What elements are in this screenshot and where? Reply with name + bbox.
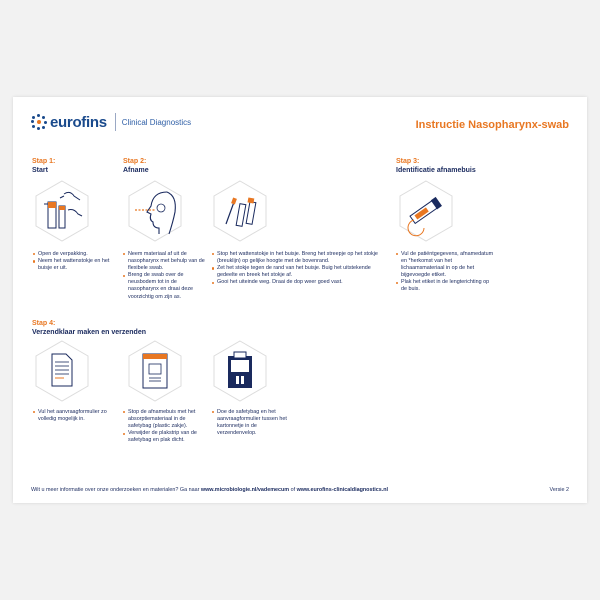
list-item: Vul de patiëntgegevens, afnamedatum en *herkomst van het lichaamsmateriaal in op de het bijgevoegde etiket. bbox=[396, 251, 496, 279]
list-item: Doe de safetybag en het aanvraagformulier tussen het kartonnetje in de verzendenvelop. bbox=[212, 409, 296, 437]
step-3-title: Identificatie afnamebuis bbox=[396, 166, 476, 174]
nose-swab-profile-icon bbox=[127, 180, 183, 242]
step-2-heading bbox=[123, 158, 149, 175]
logo-subtitle: Clinical Diagnostics bbox=[121, 117, 192, 127]
list-item: Breng de swab over de neusbodem tot in de nasopharynx en draai deze voorzichtig om zijn as. bbox=[123, 272, 207, 300]
step-2-number: Stap 2: bbox=[123, 158, 147, 165]
step-1-bullets bbox=[33, 251, 117, 272]
step-4-title: Verzendklaar maken en verzenden bbox=[32, 328, 146, 336]
list-item: Open de verpakking. bbox=[33, 251, 117, 258]
step-4a-bullets bbox=[33, 409, 117, 423]
request-form-icon bbox=[34, 340, 90, 402]
labeled-tube-icon bbox=[398, 180, 454, 242]
list-item: Zet het stokje tegen de rand van het buisje. Buig het uitstekende gedeelte en breek het stokje af. bbox=[212, 265, 382, 279]
step-4-number: Stap 4: bbox=[32, 320, 56, 327]
step-2a-bullets bbox=[123, 251, 207, 301]
step-4b-bullets bbox=[123, 409, 207, 444]
step-1-title: Start bbox=[32, 166, 48, 174]
version-label: Versie 2 bbox=[549, 487, 569, 493]
envelope-icon bbox=[212, 340, 268, 402]
website-link[interactable]: www.eurofins-clinicaldiagnostics.nl bbox=[296, 487, 389, 493]
list-item: Gooi het uiteinde weg. Draai de dop weer goed vast. bbox=[212, 279, 382, 286]
eurofins-logo bbox=[31, 113, 191, 131]
list-item: Neem het wattenstokje en het buisje er uit. bbox=[33, 258, 117, 272]
step-1-heading bbox=[32, 158, 55, 175]
instruction-sheet bbox=[13, 97, 587, 503]
list-item: Verwijder de plakstrip van de safetybag en plak dicht. bbox=[123, 430, 207, 444]
step-4c-bullets bbox=[212, 409, 296, 437]
eurofins-dots-icon bbox=[31, 114, 47, 130]
step-2b-bullets bbox=[212, 251, 382, 286]
step-3-number: Stap 3: bbox=[396, 158, 420, 165]
list-item: Stop het wattenstokje in het buisje. Breng het streepje op het stokje (breuklijn) op gelijke hoogte met de bovenrand. bbox=[212, 251, 382, 265]
page-title: Instructie Nasopharynx-swab bbox=[415, 119, 569, 131]
list-item: Vul het aanvraagformulier zo volledig mogelijk in. bbox=[33, 409, 117, 423]
step-2-title: Afname bbox=[123, 166, 149, 174]
vademecum-link[interactable]: www.microbiologie.nl/vademecum bbox=[200, 487, 290, 493]
step-3-bullets bbox=[396, 251, 496, 294]
safety-bag-icon bbox=[127, 340, 183, 402]
footer-text: Wilt u meer informatie over onze onderzoeken en materialen? Ga naar bbox=[31, 487, 201, 493]
step-3-heading bbox=[396, 158, 476, 175]
hands-opening-package-icon bbox=[34, 180, 90, 242]
list-item: Plak het etiket in de lengterichting op de buis. bbox=[396, 279, 496, 293]
footer-text-mid: of bbox=[289, 487, 297, 493]
logo-divider bbox=[115, 113, 116, 131]
footer-info bbox=[31, 487, 388, 493]
step-4-heading bbox=[32, 320, 146, 337]
tube-and-swab-icon bbox=[212, 180, 268, 242]
logo-text: eurofins bbox=[50, 113, 107, 131]
step-1-number: Stap 1: bbox=[32, 158, 56, 165]
list-item: Neem materiaal af uit de nasopharynx met behulp van de flexibele swab. bbox=[123, 251, 207, 272]
list-item: Stop de afnamebuis met het absorptiemateriaal in de safetybag (plastic zakje). bbox=[123, 409, 207, 430]
